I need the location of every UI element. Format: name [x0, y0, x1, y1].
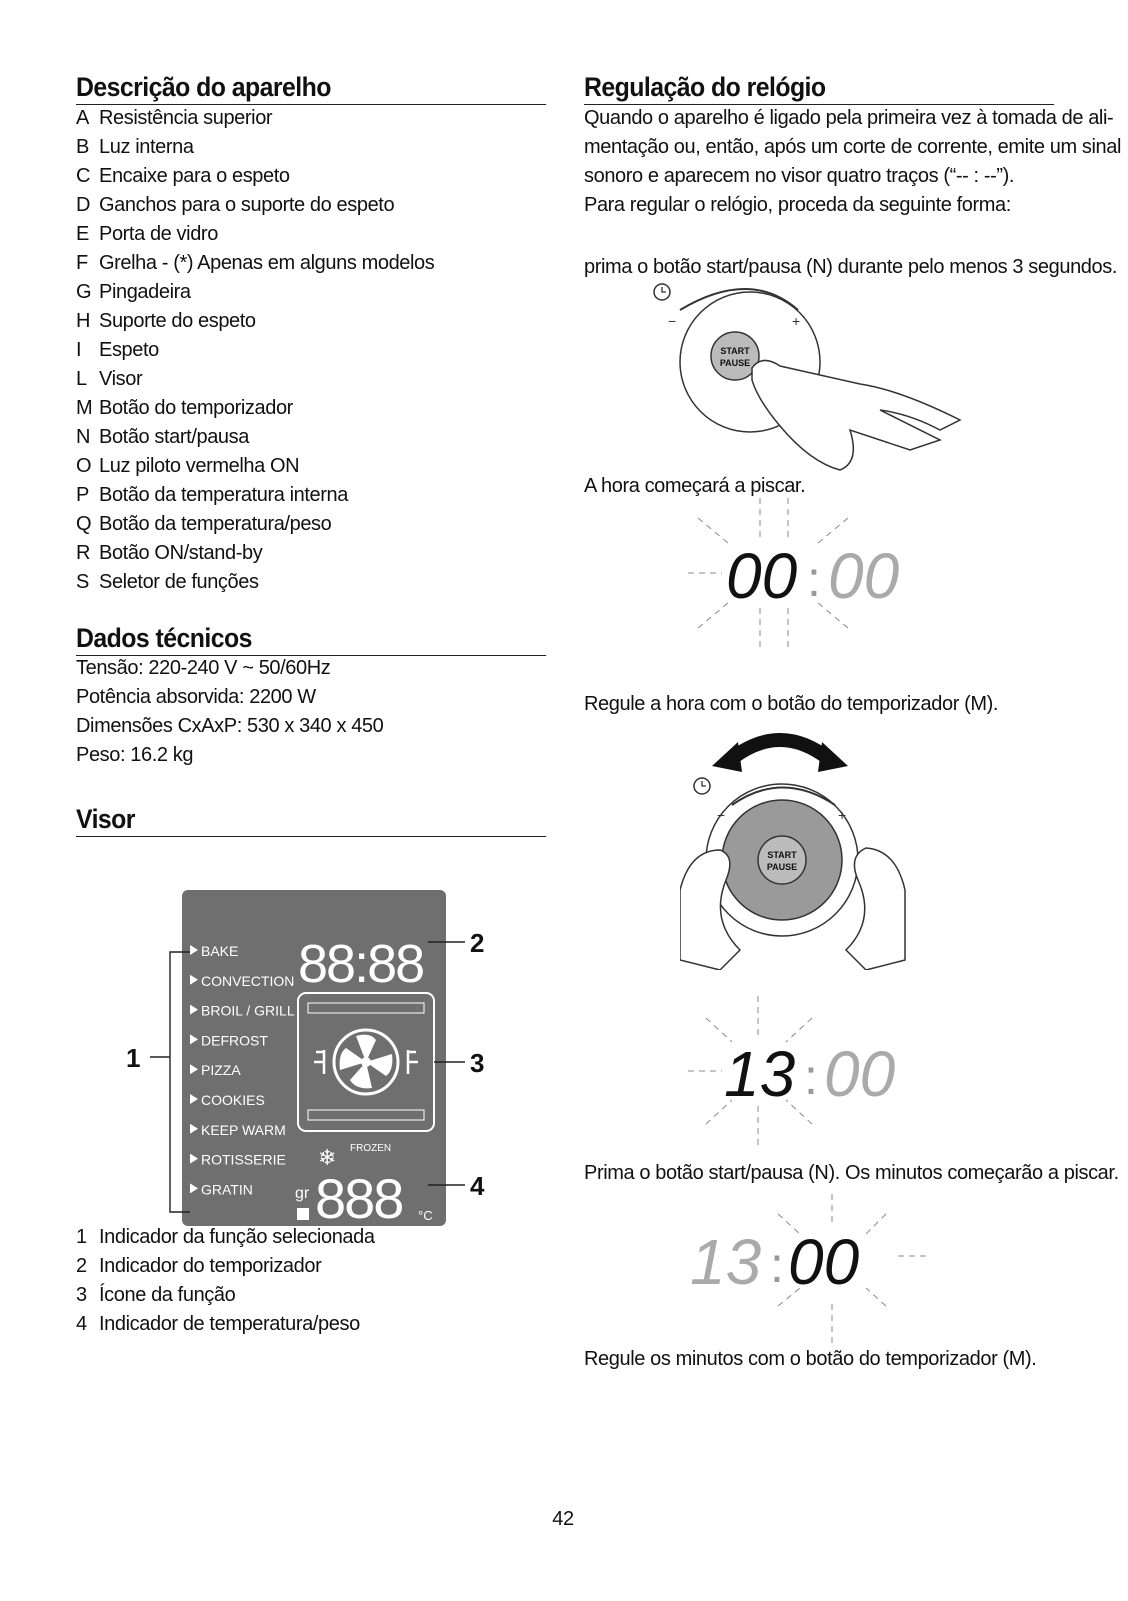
function-label: ROTISSERIE [201, 1151, 286, 1168]
technical-lines [76, 654, 546, 770]
legend-item-label: Indicador da função selecionada [99, 1226, 375, 1248]
description-item [76, 452, 546, 481]
page-number: 42 [552, 1508, 574, 1530]
description-item-label: Botão ON/stand-by [99, 542, 263, 564]
description-item [76, 278, 546, 307]
pause-label-2: PAUSE [766, 862, 798, 872]
unit-celsius: °C [418, 1208, 433, 1223]
tech-line-dimensions: Dimensões CxAxP: 530 x 340 x 450 [76, 715, 384, 737]
description-item-label: Grelha - (*) Apenas em alguns modelos [99, 252, 435, 274]
clock-heading-block [584, 70, 1054, 105]
description-item [76, 249, 546, 278]
timer-digits: 88:88 [298, 934, 424, 994]
unit-gr: gr [295, 1185, 310, 1202]
description-item-key: R [76, 542, 91, 564]
description-list [76, 104, 546, 597]
description-item [76, 104, 546, 133]
display-title: Visor [76, 802, 546, 837]
pressing-hand [752, 360, 960, 470]
description-item-key: Q [76, 513, 92, 535]
display-2-hours: 13 [724, 1038, 796, 1110]
description-item-label: Botão da temperatura/peso [99, 513, 332, 535]
legend-item [76, 1281, 546, 1310]
description-item-label: Espeto [99, 339, 159, 361]
function-label: PIZZA [201, 1062, 241, 1079]
description-item [76, 510, 546, 539]
description-item-label: Resistência superior [99, 107, 273, 129]
turn-knob-illustration [680, 720, 940, 970]
intro-line-3: sonoro e aparecem no visor quatro traços (“-- : --”). [584, 165, 1015, 187]
display-1-minutes: 00 [828, 540, 900, 612]
function-label: CONVECTION [201, 972, 295, 989]
description-item-key: G [76, 281, 92, 303]
callout-label-1: 1 [126, 1043, 141, 1073]
svg-text:−: − [668, 313, 677, 329]
intro-line-1: Quando o aparelho é ligado pela primeira vez à tomada de ali- [584, 107, 1114, 129]
legend-item [76, 1310, 546, 1339]
rotate-arrow [730, 740, 830, 760]
description-title: Descrição do aparelho [76, 70, 546, 105]
tech-line-power: Potência absorvida: 2200 W [76, 686, 316, 708]
clock-step-1: prima o botão start/pausa (N) durante pelo menos 3 segundos. [584, 256, 1117, 278]
function-label: BAKE [201, 943, 239, 959]
description-item [76, 539, 546, 568]
description-item-label: Botão start/pausa [99, 426, 249, 448]
technical-heading-block [76, 621, 546, 656]
description-item-key: F [76, 252, 88, 274]
description-item-key: A [76, 107, 89, 129]
callout-label-3: 3 [470, 1048, 485, 1078]
display-1-hours: 00 [726, 540, 798, 612]
legend-item-label: Indicador de temperatura/peso [99, 1313, 360, 1335]
tech-line-voltage: Tensão: 220-240 V ~ 50/60Hz [76, 657, 331, 679]
description-item [76, 568, 546, 597]
description-heading-block [76, 70, 546, 105]
description-item-key: C [76, 165, 91, 187]
clock-step-2: A hora começará a piscar. [584, 475, 806, 497]
intro-line-2: mentação ou, então, após um corte de corrente, emite um sinal [584, 136, 1122, 158]
legend-item-key: 4 [76, 1313, 87, 1335]
description-item-label: Seletor de funções [99, 571, 259, 593]
description-item-key: M [76, 397, 93, 419]
description-item-label: Botão do temporizador [99, 397, 293, 419]
svg-text:+: + [792, 313, 801, 329]
clock-step-3: Regule a hora com o botão do temporizador (M). [584, 693, 999, 715]
description-item-label: Luz piloto vermelha ON [99, 455, 300, 477]
function-label: COOKIES [201, 1092, 265, 1108]
temp-digits: 888 [315, 1167, 403, 1230]
legend-item-key: 3 [76, 1284, 87, 1306]
legend-item [76, 1223, 546, 1252]
description-item [76, 481, 546, 510]
tech-line-weight: Peso: 16.2 kg [76, 744, 194, 766]
clock-display-1 [688, 498, 948, 648]
function-label: DEFROST [201, 1032, 268, 1049]
function-label: BROIL / GRILL [201, 1002, 295, 1019]
display-heading-block [76, 802, 546, 837]
description-item-key: P [76, 484, 89, 506]
description-item-key: L [76, 368, 87, 390]
function-label: GRATIN [201, 1181, 253, 1198]
description-item-key: D [76, 194, 91, 216]
display-legend [76, 1223, 546, 1339]
start-label-2: START [767, 850, 797, 860]
description-item-label: Ganchos para o suporte do espeto [99, 194, 395, 216]
description-item-key: H [76, 310, 91, 332]
description-item-label: Pingadeira [99, 281, 191, 303]
clock-step-5: Regule os minutos com o botão do temporizador (M). [584, 1348, 1037, 1370]
display-panel-diagram [110, 880, 510, 1230]
clock-display-2 [688, 996, 948, 1146]
description-item-key: B [76, 136, 89, 158]
legend-item [76, 1252, 546, 1281]
display-2-colon: : [804, 1049, 818, 1105]
display-3-colon: : [770, 1237, 784, 1293]
clock-step-4: Prima o botão start/pausa (N). Os minutos começarão a piscar. [584, 1162, 1119, 1184]
intro-line-4: Para regular o relógio, proceda da seguinte forma: [584, 194, 1011, 216]
start-pause-button-2[interactable] [758, 836, 806, 884]
press-start-illustration [640, 280, 990, 480]
right-hand [846, 848, 905, 970]
description-item [76, 365, 546, 394]
pause-label: PAUSE [719, 358, 751, 368]
description-item [76, 162, 546, 191]
legend-item-label: Ícone da função [99, 1284, 236, 1306]
description-item-key: E [76, 223, 89, 245]
display-1-colon: : [807, 551, 821, 607]
legend-item-label: Indicador do temporizador [99, 1255, 322, 1277]
display-2-minutes: 00 [824, 1038, 896, 1110]
description-item [76, 191, 546, 220]
frozen-label: FROZEN [350, 1143, 392, 1154]
description-item-label: Encaixe para o espeto [99, 165, 290, 187]
description-item-label: Botão da temperatura interna [99, 484, 348, 506]
technical-title: Dados técnicos [76, 621, 546, 656]
description-item-label: Suporte do espeto [99, 310, 256, 332]
display-3-hours: 13 [690, 1226, 762, 1298]
clock-title: Regulação do relógio [584, 70, 1054, 105]
function-label: KEEP WARM [201, 1121, 286, 1138]
description-item-label: Visor [99, 368, 143, 390]
description-item-key: O [76, 455, 92, 477]
svg-text:+: + [838, 807, 847, 823]
description-item-label: Luz interna [99, 136, 194, 158]
description-item [76, 336, 546, 365]
display-3-minutes: 00 [788, 1226, 860, 1298]
legend-item-key: 2 [76, 1255, 87, 1277]
description-item [76, 133, 546, 162]
description-item-key: I [76, 339, 82, 361]
snowflake-icon: ❄ [318, 1145, 337, 1170]
svg-text:−: − [717, 807, 726, 823]
clock-intro [584, 104, 1122, 220]
start-label: START [720, 346, 750, 356]
weight-icon [297, 1208, 309, 1220]
description-item-label: Porta de vidro [99, 223, 218, 245]
legend-item-key: 1 [76, 1226, 87, 1248]
description-item-key: N [76, 426, 91, 448]
description-item [76, 394, 546, 423]
clock-display-3 [690, 1194, 940, 1344]
callout-label-4: 4 [470, 1171, 485, 1201]
description-item [76, 220, 546, 249]
description-item [76, 423, 546, 452]
callout-label-2: 2 [470, 928, 485, 958]
description-item-key: S [76, 571, 89, 593]
description-item [76, 307, 546, 336]
